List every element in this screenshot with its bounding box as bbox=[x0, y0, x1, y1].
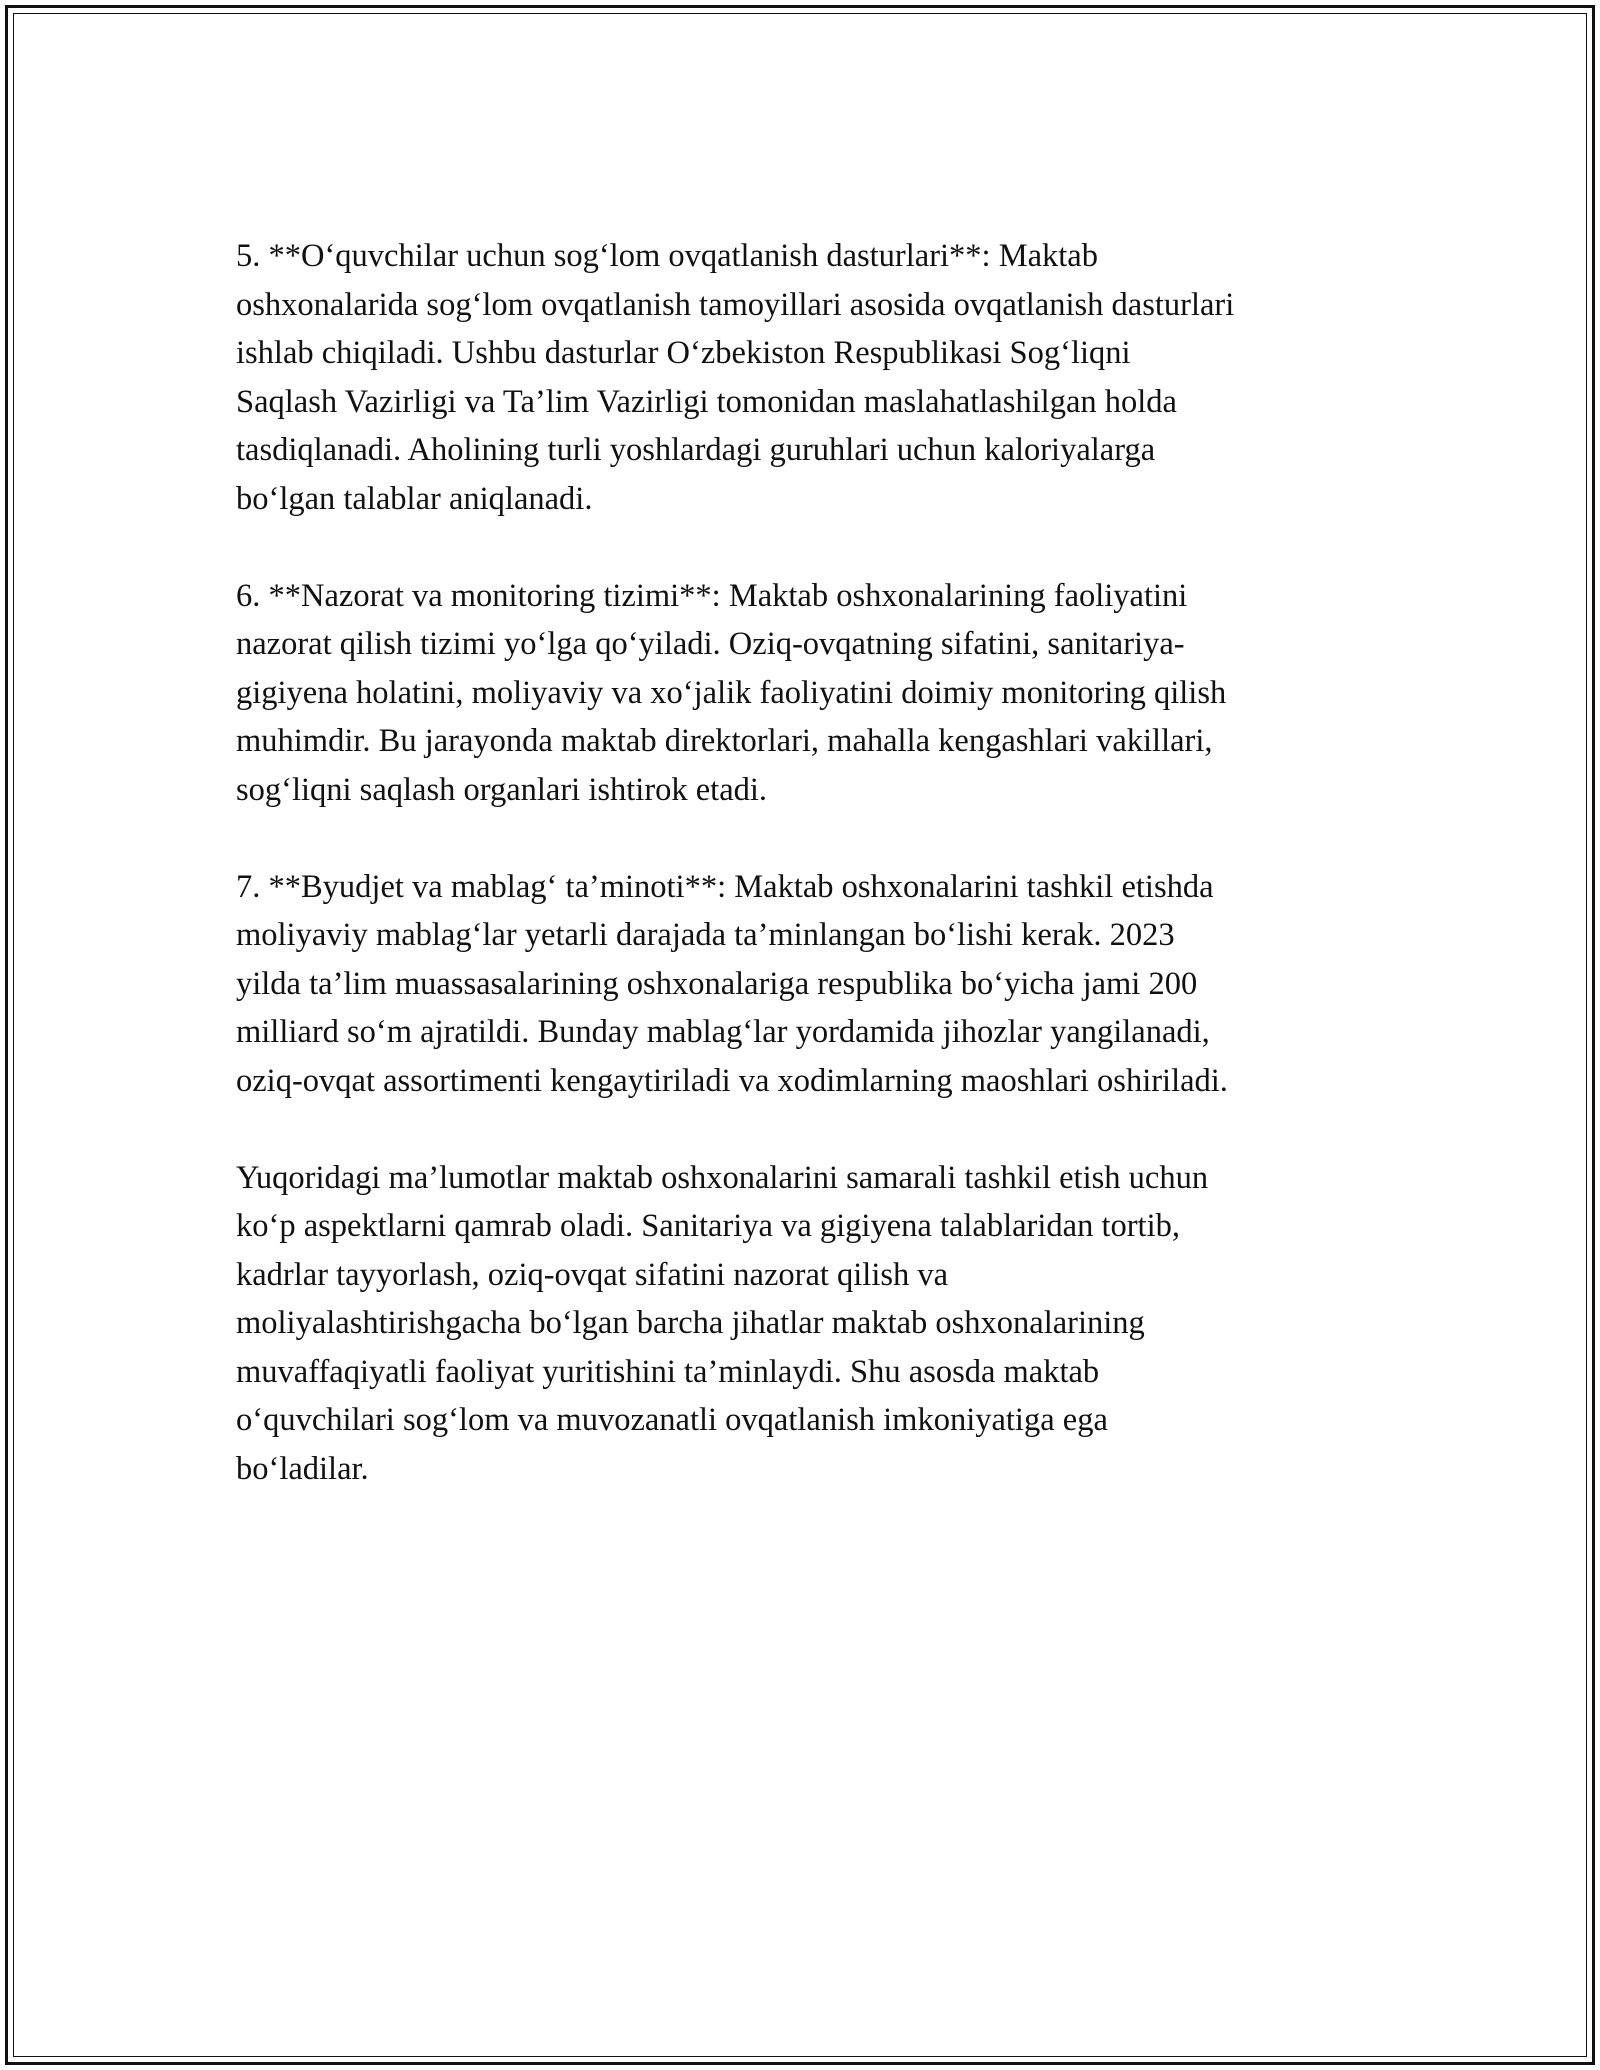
paragraph-control-monitoring-system: 6. **Nazorat va monitoring tizimi**: Maktab oshxonalarining faoliyatini nazorat qilish tizimi yo‘lga qo‘yiladi. Oziq-ovqatning sifatini, sanitariya- gigiyena holatini, moliyaviy va xo‘jalik faoliyatini doimiy monitoring qilish muhimdir. Bu jarayonda maktab direktorlari, mahalla kengashlari vakillari, sog‘liqni saqlash organlari ishtirok etadi. bbox=[236, 577, 1227, 808]
paragraph-healthy-nutrition-programs: 5. **O‘quvchilar uchun sog‘lom ovqatlanish dasturlari**: Maktab oshxonalarida sog‘lom ovqatlanish tamoyillari asosida ovqatlanish dasturlari ishlab chiqiladi. Ushbu dasturlar O‘zbekiston Respublikasi Sog‘liqni Saqlash Vazirligi va Ta’lim Vazirligi tomonidan maslahatlashilgan holda tasdiqlanadi. Aholining turli yoshlardagi guruhlari uchun kaloriyalarga bo‘lgan talablar aniqlanadi. bbox=[236, 238, 1235, 517]
paragraph-budget-funding: 7. **Byudjet va mablag‘ ta’minoti**: Maktab oshxonalarini tashkil etishda moliyaviy mablag‘lar yetarli darajada ta’minlangan bo‘lishi kerak. 2023 yilda ta’lim muassasalarining oshxonalariga respublika bo‘yicha jami 200 milliard so‘m ajratildi. Bunday mablag‘lar yordamida jihozlar yangilanadi, oziq-ovqat assortimenti kengaytiriladi va xodimlarning maoshlari oshiriladi. bbox=[236, 868, 1228, 1099]
document-body bbox=[236, 232, 1366, 1493]
paragraph-conclusion: Yuqoridagi ma’lumotlar maktab oshxonalarini samarali tashkil etish uchun ko‘p aspektlarni qamrab oladi. Sanitariya va gigiyena talablaridan tortib, kadrlar tayyorlash, oziq-ovqat sifatini nazorat qilish va moliyalashtirishgacha bo‘lgan barcha jihatlar maktab oshxonalarining muvaffaqiyatli faoliyat yuritishini ta’minlaydi. Shu asosda maktab o‘quvchilari sog‘lom va muvozanatli ovqatlanish imkoniyatiga ega bo‘ladilar. bbox=[236, 1159, 1209, 1487]
